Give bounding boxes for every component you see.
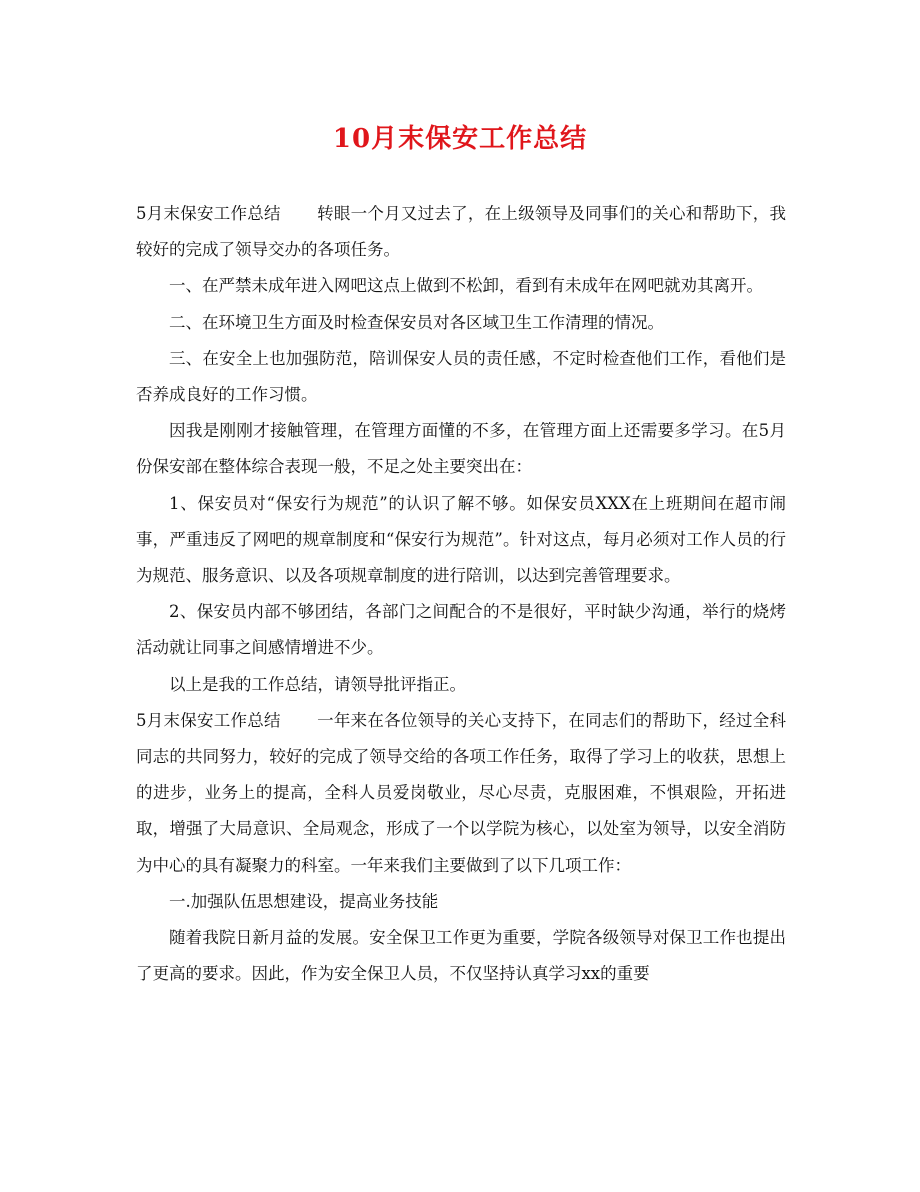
paragraph-text: 转眼一个月又过去了，在上级领导及同事们的关心和帮助下，我较好的完成了领导交办的各项任务。	[136, 204, 787, 260]
document-title: 10月末保安工作总结	[332, 124, 588, 154]
paragraph: 以上是我的工作总结，请领导批评指正。	[169, 674, 466, 694]
paragraph: 随着我院日新月益的发展。安全保卫工作更为重要，学院各级领导对保卫工作也提出了更高的要求。因此，作为安全保卫人员，不仅坚持认真学习xx的重要	[136, 928, 786, 984]
paragraph-lead: 5月末保安工作总结	[136, 204, 281, 223]
paragraph: 1、保安员对“保安行为规范”的认识了解不够。如保安员XXX在上班期间在超市闹事，严重违反了网吧的规章制度和“保安行为规范”。针对这点，每月必须对工作人员的行为规范、服务意识、以及各项规章制度的进行陪训，以达到完善管理要求。	[136, 493, 786, 586]
paragraph: 2、保安员内部不够团结，各部门之间配合的不是很好，平时缺少沟通，举行的烧烤活动就让同事之间感情增进不少。	[136, 602, 786, 658]
paragraph	[136, 196, 786, 268]
paragraph-lead: 5月末保安工作总结	[136, 710, 281, 730]
paragraph: 一.加强队伍思想建设，提高业务技能	[169, 891, 439, 911]
document-body	[136, 196, 786, 992]
paragraph: 一、在严禁未成年进入网吧这点上做到不松卸，看到有未成年在网吧就劝其离开。	[169, 276, 763, 296]
paragraph: 二、在环境卫生方面及时检查保安员对各区域卫生工作清理的情况。	[169, 312, 664, 332]
paragraph: 因我是刚刚才接触管理，在管理方面懂的不多，在管理方面上还需要多学习。在5月份保安部在整体综合表现一般，不足之处主要突出在：	[136, 421, 786, 477]
paragraph	[136, 703, 786, 884]
paragraph-text: 一年来在各位领导的关心支持下，在同志们的帮助下，经过全科同志的共同努力，较好的完成了领导交给的各项工作任务，取得了学习上的收获，思想上的进步，业务上的提高，全科人员爱岗敬业，尽心尽责，克服困难，不惧艰险，开拓进取，增强了大局意识、全局观念，形成了一个以学院为核心，以处室为领导，以安全消防为中心的具有凝聚力的科室。一年来我们主要做到了以下几项工作：	[136, 710, 787, 875]
paragraph: 三、在安全上也加强防范，陪训保安人员的责任感，不定时检查他们工作，看他们是否养成良好的工作习惯。	[136, 348, 786, 405]
